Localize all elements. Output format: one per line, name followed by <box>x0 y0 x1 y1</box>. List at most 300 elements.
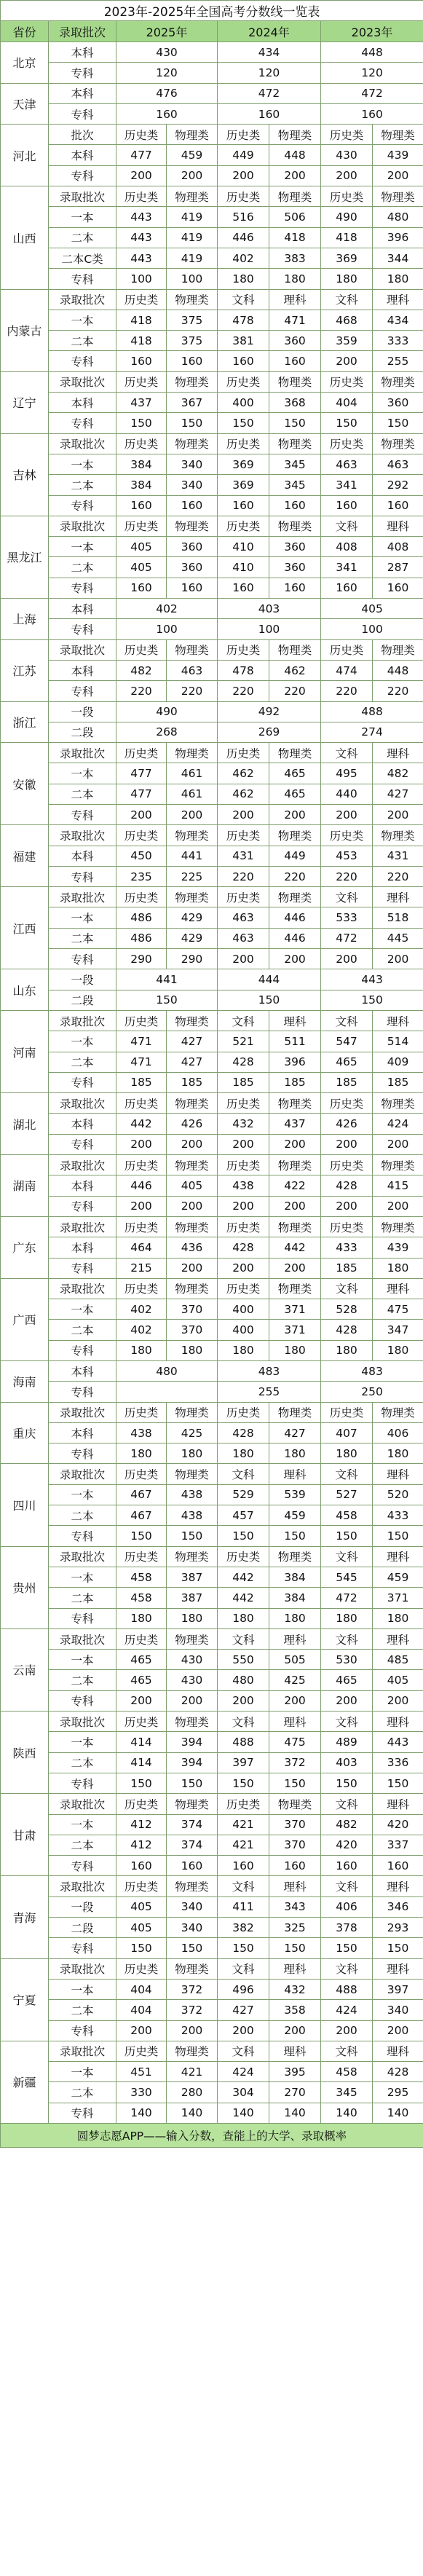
score-cell: 459 <box>269 1505 321 1526</box>
score-cell: 292 <box>373 475 423 495</box>
batch-label: 专科 <box>49 681 116 701</box>
score-cell: 402 <box>116 1299 167 1320</box>
score-cell: 180 <box>218 1443 269 1464</box>
score-cell: 360 <box>269 331 321 351</box>
score-cell: 428 <box>218 1237 269 1258</box>
table-row <box>1 413 423 433</box>
score-cell: 465 <box>321 1670 373 1690</box>
score-cell: 220 <box>321 681 373 701</box>
score-cell: 395 <box>269 2062 321 2082</box>
score-cell: 物理类 <box>167 2041 218 2061</box>
batch-label: 专科 <box>49 1938 116 1958</box>
province-name: 四川 <box>1 1464 49 1546</box>
table-row <box>1 516 423 536</box>
province-name: 北京 <box>1 42 49 84</box>
score-cell: 物理类 <box>167 371 218 392</box>
batch-label: 二本 <box>49 928 116 948</box>
score-cell: 489 <box>321 1732 373 1752</box>
batch-label: 录取批次 <box>49 1155 116 1175</box>
score-cell: 496 <box>218 1979 269 1999</box>
score-cell: 150 <box>218 413 269 433</box>
table-row <box>1 1340 423 1360</box>
batch-label: 本科 <box>49 42 116 63</box>
score-cell: 200 <box>321 351 373 371</box>
score-cell: 438 <box>218 1175 269 1196</box>
province-name: 河南 <box>1 1010 49 1092</box>
score-cell: 120 <box>321 63 423 83</box>
score-cell: 369 <box>321 248 373 268</box>
score-cell: 文科 <box>321 1010 373 1031</box>
batch-label: 录取批次 <box>49 2041 116 2061</box>
score-cell: 物理类 <box>167 186 218 207</box>
table-row <box>1 846 423 866</box>
table-row <box>1 433 423 454</box>
score-cell: 180 <box>373 1443 423 1464</box>
score-cell: 理科 <box>373 1464 423 1484</box>
score-cell: 463 <box>373 454 423 474</box>
score-cell: 483 <box>321 1361 423 1382</box>
score-cell: 432 <box>269 1979 321 1999</box>
page-title: 2023年-2025年全国高考分数线一览表 <box>1 1 423 21</box>
batch-label: 专科 <box>49 1608 116 1628</box>
score-cell: 理科 <box>373 2041 423 2061</box>
score-cell: 424 <box>321 2000 373 2020</box>
table-row <box>1 1010 423 1031</box>
province-name: 广西 <box>1 1278 49 1360</box>
score-cell: 511 <box>269 1031 321 1052</box>
score-cell: 200 <box>167 804 218 824</box>
table-row <box>1 2020 423 2041</box>
score-cell: 160 <box>321 578 373 598</box>
province-name: 湖北 <box>1 1093 49 1155</box>
score-cell: 200 <box>218 1134 269 1154</box>
score-cell: 历史类 <box>116 433 167 454</box>
batch-label: 二本 <box>49 784 116 804</box>
score-cell: 529 <box>218 1484 269 1505</box>
score-cell: 200 <box>373 949 423 969</box>
score-cell: 理科 <box>373 887 423 907</box>
score-cell: 185 <box>373 1072 423 1092</box>
score-cell: 185 <box>116 1072 167 1092</box>
province-name: 黑龙江 <box>1 516 49 598</box>
batch-label: 录取批次 <box>49 516 116 536</box>
batch-label: 一本 <box>49 1650 116 1670</box>
score-cell: 历史类 <box>116 1402 167 1422</box>
score-cell: 理科 <box>373 516 423 536</box>
score-cell: 200 <box>116 1690 167 1711</box>
score-cell: 文科 <box>218 289 269 310</box>
score-cell: 516 <box>218 207 269 227</box>
table-row <box>1 310 423 330</box>
score-cell: 文科 <box>321 1546 373 1567</box>
score-cell: 488 <box>321 1979 373 1999</box>
score-cell: 物理类 <box>269 1278 321 1299</box>
score-cell: 历史类 <box>321 433 373 454</box>
score-cell: 180 <box>269 1608 321 1628</box>
score-cell: 理科 <box>269 1464 321 1484</box>
table-row <box>1 1237 423 1258</box>
table-row <box>1 42 423 63</box>
footer-banner[interactable]: 圆梦志愿APP——输入分数，查能上的大学、录取概率 <box>1 2123 423 2147</box>
score-cell: 物理类 <box>167 743 218 763</box>
score-cell: 345 <box>269 454 321 474</box>
table-row <box>1 537 423 557</box>
province-name: 江西 <box>1 887 49 969</box>
score-cell: 506 <box>269 207 321 227</box>
score-cell: 360 <box>373 393 423 413</box>
score-cell: 历史类 <box>218 639 269 660</box>
province-name: 安徽 <box>1 743 49 825</box>
score-cell: 457 <box>218 1505 269 1526</box>
score-cell: 419 <box>167 207 218 227</box>
score-cell: 337 <box>373 1835 423 1855</box>
score-cell: 理科 <box>373 1546 423 1567</box>
table-row <box>1 722 423 742</box>
score-cell: 物理类 <box>167 825 218 846</box>
score-cell: 482 <box>321 1814 373 1835</box>
score-cell: 200 <box>167 1258 218 1278</box>
table-row <box>1 145 423 165</box>
score-cell: 518 <box>373 907 423 928</box>
table-row <box>1 2103 423 2123</box>
score-cell: 490 <box>116 701 218 722</box>
score-cell: 理科 <box>373 1712 423 1732</box>
score-cell: 文科 <box>321 2041 373 2061</box>
score-cell: 426 <box>167 1114 218 1134</box>
table-row <box>1 2062 423 2082</box>
score-cell: 418 <box>269 227 321 248</box>
score-cell: 449 <box>218 145 269 165</box>
table-row <box>1 1505 423 1526</box>
score-cell: 472 <box>321 928 373 948</box>
table-row <box>1 1752 423 1773</box>
province-name: 甘肃 <box>1 1794 49 1876</box>
score-cell: 488 <box>218 1732 269 1752</box>
score-cell: 历史类 <box>116 743 167 763</box>
score-cell: 486 <box>116 907 167 928</box>
score-cell: 物理类 <box>167 1876 218 1896</box>
table-row <box>1 1361 423 1382</box>
batch-label: 一本 <box>49 310 116 330</box>
score-cell: 180 <box>116 1340 167 1360</box>
score-cell: 180 <box>321 269 373 289</box>
province-name: 湖南 <box>1 1155 49 1217</box>
score-cell: 411 <box>218 1896 269 1917</box>
batch-label: 一本 <box>49 1979 116 1999</box>
table-row <box>1 1052 423 1072</box>
score-cell: 200 <box>269 1690 321 1711</box>
table-row <box>1 1258 423 1278</box>
score-cell: 160 <box>167 495 218 516</box>
score-cell: 405 <box>116 1918 167 1938</box>
score-cell: 物理类 <box>167 1794 218 1814</box>
table-row <box>1 969 423 990</box>
score-cell: 物理类 <box>269 1794 321 1814</box>
score-cell: 409 <box>373 1052 423 1072</box>
score-cell: 408 <box>321 537 373 557</box>
score-cell: 160 <box>321 103 423 124</box>
table-row <box>1 475 423 495</box>
score-cell: 448 <box>269 145 321 165</box>
score-cell: 物理类 <box>167 1402 218 1422</box>
score-cell: 461 <box>167 784 218 804</box>
score-cell: 150 <box>373 1773 423 1793</box>
table-row <box>1 331 423 351</box>
score-cell: 346 <box>373 1896 423 1917</box>
table-row <box>1 1093 423 1114</box>
table-row <box>1 2082 423 2103</box>
score-cell: 140 <box>321 2103 373 2123</box>
score-cell: 495 <box>321 763 373 784</box>
score-cell: 387 <box>167 1588 218 1608</box>
score-cell: 200 <box>373 165 423 186</box>
score-cell: 451 <box>116 2062 167 2082</box>
table-row <box>1 660 423 680</box>
batch-label: 本科 <box>49 846 116 866</box>
batch-label: 专科 <box>49 1072 116 1092</box>
score-cell: 物理类 <box>167 289 218 310</box>
header-row <box>1 21 423 42</box>
score-cell: 371 <box>373 1588 423 1608</box>
score-cell: 428 <box>321 1320 373 1340</box>
score-cell: 历史类 <box>116 371 167 392</box>
batch-label: 录取批次 <box>49 1794 116 1814</box>
table-row <box>1 619 423 639</box>
score-cell: 427 <box>167 1031 218 1052</box>
score-cell: 372 <box>167 2000 218 2020</box>
province-name: 上海 <box>1 599 49 640</box>
score-cell: 387 <box>167 1567 218 1587</box>
batch-label: 本科 <box>49 83 116 103</box>
score-cell: 理科 <box>269 2041 321 2061</box>
table-row <box>1 1196 423 1216</box>
table-row <box>1 1320 423 1340</box>
table-row <box>1 1896 423 1917</box>
batch-label: 本科 <box>49 1422 116 1443</box>
score-cell: 理科 <box>373 1010 423 1031</box>
score-cell: 341 <box>321 557 373 578</box>
score-cell: 物理类 <box>269 1216 321 1237</box>
score-cell: 理科 <box>373 1628 423 1649</box>
table-row <box>1 1712 423 1732</box>
score-cell: 418 <box>321 227 373 248</box>
score-cell: 历史类 <box>321 1216 373 1237</box>
batch-label: 本科 <box>49 660 116 680</box>
score-cell: 文科 <box>321 1628 373 1649</box>
score-cell: 历史类 <box>218 125 269 145</box>
score-cell: 465 <box>269 763 321 784</box>
province-name: 陕西 <box>1 1712 49 1794</box>
score-cell: 文科 <box>218 2041 269 2061</box>
score-cell: 474 <box>321 660 373 680</box>
score-cell: 255 <box>218 1382 321 1402</box>
score-cell: 384 <box>269 1588 321 1608</box>
score-cell: 100 <box>321 619 423 639</box>
score-cell: 521 <box>218 1031 269 1052</box>
score-cell: 408 <box>373 537 423 557</box>
batch-label: 录取批次 <box>49 1464 116 1484</box>
score-cell: 物理类 <box>373 1155 423 1175</box>
score-cell: 历史类 <box>218 1546 269 1567</box>
score-cell: 462 <box>218 763 269 784</box>
table-row <box>1 1484 423 1505</box>
score-cell: 200 <box>167 2020 218 2041</box>
score-cell: 物理类 <box>167 433 218 454</box>
score-cell: 160 <box>373 578 423 598</box>
footer-row <box>1 2123 423 2147</box>
score-cell: 459 <box>167 145 218 165</box>
score-cell: 物理类 <box>167 1155 218 1175</box>
score-cell: 384 <box>116 454 167 474</box>
score-cell: 历史类 <box>116 1464 167 1484</box>
score-cell: 220 <box>373 681 423 701</box>
score-cell: 472 <box>321 83 423 103</box>
score-cell: 物理类 <box>373 1093 423 1114</box>
score-cell: 403 <box>218 599 321 619</box>
score-cell: 200 <box>373 804 423 824</box>
score-cell: 428 <box>218 1422 269 1443</box>
score-cell: 433 <box>373 1505 423 1526</box>
score-cell: 374 <box>167 1835 218 1855</box>
batch-label: 二本 <box>49 557 116 578</box>
table-row <box>1 227 423 248</box>
score-cell: 418 <box>116 331 167 351</box>
score-cell: 150 <box>116 990 218 1010</box>
score-cell: 物理类 <box>167 1216 218 1237</box>
score-cell: 理科 <box>269 1628 321 1649</box>
score-cell: 历史类 <box>116 639 167 660</box>
score-cell: 120 <box>218 63 321 83</box>
batch-label: 专科 <box>49 495 116 516</box>
score-cell: 物理类 <box>269 1093 321 1114</box>
score-cell: 427 <box>167 1052 218 1072</box>
score-cell: 358 <box>269 2000 321 2020</box>
score-cell: 434 <box>373 310 423 330</box>
score-cell: 200 <box>218 804 269 824</box>
table-row <box>1 269 423 289</box>
batch-label: 二本 <box>49 331 116 351</box>
score-cell: 200 <box>373 2020 423 2041</box>
score-cell: 432 <box>218 1114 269 1134</box>
batch-label: 二本 <box>49 1052 116 1072</box>
score-cell: 403 <box>321 1752 373 1773</box>
score-cell: 446 <box>269 928 321 948</box>
score-cell: 463 <box>321 454 373 474</box>
score-cell: 482 <box>116 660 167 680</box>
score-cell: 物理类 <box>167 1546 218 1567</box>
table-row <box>1 990 423 1010</box>
table-row <box>1 1979 423 1999</box>
score-cell: 180 <box>321 1340 373 1360</box>
score-cell: 理科 <box>373 1876 423 1896</box>
score-cell: 历史类 <box>218 1794 269 1814</box>
table-row <box>1 1670 423 1690</box>
score-cell: 物理类 <box>167 516 218 536</box>
score-cell: 历史类 <box>116 1712 167 1732</box>
score-cell: 150 <box>167 1773 218 1793</box>
score-cell: 200 <box>269 1196 321 1216</box>
score-cell: 382 <box>218 1918 269 1938</box>
score-cell: 150 <box>218 1938 269 1958</box>
score-cell: 150 <box>167 1938 218 1958</box>
batch-label: 一本 <box>49 1299 116 1320</box>
score-cell: 物理类 <box>167 1093 218 1114</box>
score-cell: 历史类 <box>218 1093 269 1114</box>
score-cell: 180 <box>373 1340 423 1360</box>
score-cell: 462 <box>269 660 321 680</box>
score-cell: 368 <box>269 393 321 413</box>
score-cell: 434 <box>218 42 321 63</box>
score-cell: 历史类 <box>116 516 167 536</box>
score-cell: 453 <box>321 846 373 866</box>
score-cell: 物理类 <box>167 1958 218 1979</box>
score-cell: 396 <box>373 227 423 248</box>
province-name: 海南 <box>1 1361 49 1403</box>
score-cell: 理科 <box>373 743 423 763</box>
score-cell: 437 <box>116 393 167 413</box>
score-cell: 100 <box>218 619 321 639</box>
score-cell: 446 <box>269 907 321 928</box>
score-cell: 150 <box>269 413 321 433</box>
score-cell: 458 <box>116 1567 167 1587</box>
table-row <box>1 1608 423 1628</box>
score-cell: 340 <box>167 454 218 474</box>
score-cell: 268 <box>116 722 218 742</box>
table-row <box>1 1072 423 1092</box>
batch-label: 录取批次 <box>49 1712 116 1732</box>
score-cell: 520 <box>373 1484 423 1505</box>
batch-label: 一本 <box>49 454 116 474</box>
score-cell: 文科 <box>321 1794 373 1814</box>
batch-label: 二本 <box>49 227 116 248</box>
batch-label: 二本 <box>49 1505 116 1526</box>
score-cell: 180 <box>321 1608 373 1628</box>
score-cell: 历史类 <box>116 1794 167 1814</box>
table-row <box>1 454 423 474</box>
score-cell: 333 <box>373 331 423 351</box>
score-cell: 450 <box>116 846 167 866</box>
batch-label: 本科 <box>49 599 116 619</box>
batch-label: 一本 <box>49 1732 116 1752</box>
score-cell: 458 <box>321 1505 373 1526</box>
score-cell: 539 <box>269 1484 321 1505</box>
score-cell: 200 <box>116 804 167 824</box>
batch-label: 二本 <box>49 1588 116 1608</box>
province-name: 天津 <box>1 83 49 125</box>
table-row <box>1 165 423 186</box>
table-row <box>1 1835 423 1855</box>
score-cell: 404 <box>321 393 373 413</box>
score-cell: 物理类 <box>167 1712 218 1732</box>
score-cell: 150 <box>218 990 321 1010</box>
table-row <box>1 1278 423 1299</box>
score-cell: 200 <box>116 1134 167 1154</box>
score-cell: 180 <box>218 1608 269 1628</box>
score-cell: 438 <box>116 1422 167 1443</box>
score-cell: 历史类 <box>321 1155 373 1175</box>
score-cell: 330 <box>116 2082 167 2103</box>
batch-label: 一段 <box>49 1896 116 1917</box>
score-cell: 442 <box>269 1237 321 1258</box>
batch-label: 专科 <box>49 1196 116 1216</box>
score-cell: 370 <box>167 1320 218 1340</box>
score-cell: 410 <box>218 537 269 557</box>
score-cell: 物理类 <box>269 371 321 392</box>
score-cell: 历史类 <box>218 516 269 536</box>
score-cell: 406 <box>321 1896 373 1917</box>
table-row <box>1 1464 423 1484</box>
score-cell: 理科 <box>373 289 423 310</box>
